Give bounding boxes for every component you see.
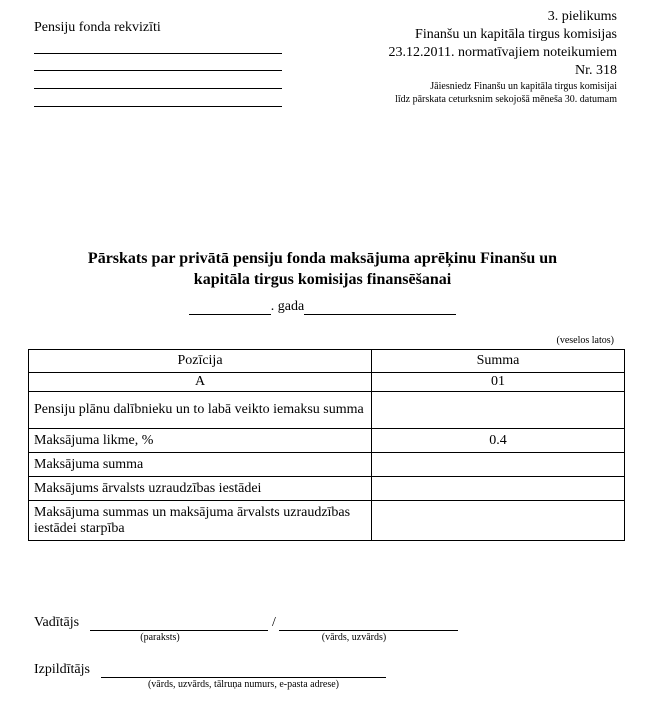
row-position: Maksājuma summa (29, 453, 372, 477)
table-row (29, 477, 625, 501)
report-table (28, 349, 625, 541)
appendix-number: 3. pielikums (547, 9, 617, 24)
row-amount-cell[interactable] (372, 501, 625, 541)
requisites-line-2[interactable] (34, 70, 282, 71)
name-caption: (vārds, uzvārds) (321, 632, 387, 643)
table-row (29, 453, 625, 477)
executor-line[interactable] (101, 677, 386, 678)
executor-label: Izpildītājs (34, 662, 90, 677)
document-title-line-2: kapitāla tirgus komisijas finansēšanai (193, 271, 452, 288)
table-header-row (29, 350, 625, 373)
table-code-row (29, 373, 625, 392)
year-blank[interactable] (189, 301, 271, 315)
table-row (29, 501, 625, 541)
row-amount-cell[interactable]: 0.4 (372, 429, 625, 453)
requisites-line-3[interactable] (34, 88, 282, 89)
row-position: Maksājuma likme, % (29, 429, 372, 453)
year-label: . gada (270, 299, 305, 314)
row-amount-cell[interactable] (372, 392, 625, 429)
document-title-line-1: Pārskats par privātā pensiju fonda maksājuma aprēķinu Finanšu un (87, 250, 558, 267)
table-row (29, 392, 625, 429)
appendix-submit-note-2: līdz pārskata ceturksnim sekojošā mēneša 30. datumam (395, 94, 617, 105)
executor-caption: (vārds, uzvārds, tālruņa numurs, e-pasta adrese) (147, 679, 340, 690)
date-blank[interactable] (304, 301, 456, 315)
table-row (29, 429, 625, 453)
requisites-line-4[interactable] (34, 106, 282, 107)
code-position: A (29, 373, 372, 392)
requisites-title: Pensiju fonda rekvizīti (34, 20, 161, 35)
header-amount: Summa (372, 350, 625, 373)
appendix-issuer: Finanšu un kapitāla tirgus komisijas (415, 27, 617, 42)
appendix-reg-number: Nr. 318 (575, 63, 617, 78)
appendix-regulation: 23.12.2011. normatīvajiem noteikumiem (388, 45, 617, 60)
head-name-line[interactable] (279, 630, 458, 631)
separator: / (272, 615, 276, 630)
requisites-line-1[interactable] (34, 53, 282, 54)
row-position: Pensiju plānu dalībnieku un to labā veikto iemaksu summa (29, 392, 372, 429)
row-position: Maksājuma summas un maksājuma ārvalsts uzraudzības iestādei starpība (29, 501, 372, 541)
header-position: Pozīcija (29, 350, 372, 373)
row-position: Maksājums ārvalsts uzraudzības iestādei (29, 477, 372, 501)
code-amount: 01 (372, 373, 625, 392)
appendix-submit-note-1: Jāiesniedz Finanšu un kapitāla tirgus komisijai (430, 81, 617, 92)
year-row (0, 299, 645, 315)
row-amount-cell[interactable] (372, 477, 625, 501)
head-label: Vadītājs (34, 615, 80, 630)
row-amount-cell[interactable] (372, 453, 625, 477)
head-signature-line[interactable] (90, 630, 268, 631)
signature-caption: (paraksts) (140, 632, 180, 643)
units-note: (veselos latos) (556, 335, 614, 346)
document-title (0, 248, 645, 290)
appendix-header (389, 8, 618, 106)
